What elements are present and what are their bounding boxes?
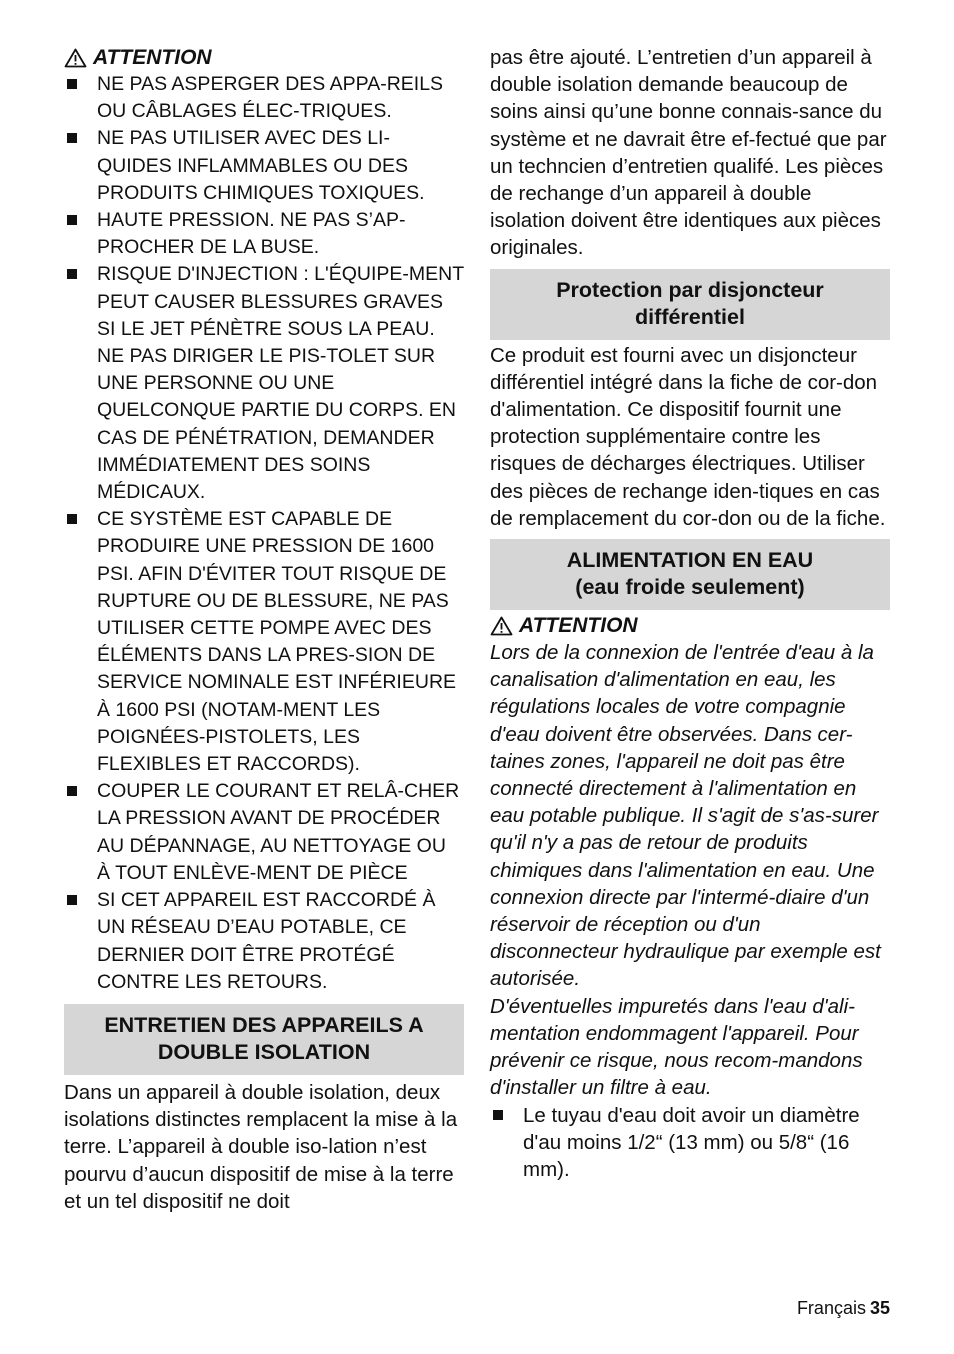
square-bullet-icon	[67, 215, 77, 225]
section-heading-gfci: Protection par disjoncteur différentiel	[490, 269, 890, 340]
footer-language: Français	[796, 1298, 866, 1318]
list-item: COUPER LE COURANT ET RELÂ-CHER LA PRESSION AVANT DE PROCÉDER AU DÉPANNAGE, AU NETTOYAGE OU À TOUT ENLÈVE-MENT DE PIÈCE	[64, 778, 464, 887]
page-footer	[797, 1296, 890, 1320]
attention-paragraph: Lors de la connexion de l'entrée d'eau à la canalisation d'alimentation en eau, les régulations locales de votre compagnie d'eau doivent être observées. Dans cer-taines zones, l'appareil ne doit pas être connecté directement à l'alimentation en eau potable publique. Il s'agit de s'as-surer qu'il n'y a pas de retour de produits chimiques dans l'alimentation en eau. Une connexion directe par l'intermé-diaire d'un réservoir de réception ou d'un disconnecteur hydraulique par exemple est autorisée.	[490, 641, 881, 991]
list-item: RISQUE D'INJECTION : L'ÉQUIPE-MENT PEUT CAUSER BLESSURES GRAVES SI LE JET PÉNÈTRE SOUS LA PEAU. NE PAS DIRIGER LE PIS-TOLET SUR UNE PERSONNE OU UNE QUELCONQUE PARTIE DU CORPS. EN CAS DE PÉNÉTRATION, DEMANDER IMMÉDIATEMENT DES SOINS MÉDICAUX.	[64, 261, 464, 506]
left-column	[64, 44, 464, 1215]
attention-label: ATTENTION	[519, 614, 638, 638]
attention-heading	[490, 612, 890, 639]
warning-list	[64, 71, 464, 996]
warning-triangle-icon	[490, 616, 513, 636]
gfci-text: Ce produit est fourni avec un disjoncteur différentiel intégré dans la fiche de cor-don d'alimentation. Ce dispositif fournit une protection supplémentaire contre les risques de décharges électriques. Utiliser des pièces de rechange iden-tiques en cas de remplacement du cor-don ou de la fiche.	[490, 343, 886, 530]
double-isolation-continued-text: pas être ajouté. L’entretien d’un appareil à double isolation demande beaucoup de soins ainsi qu’une bonne connais-sance du système et ne davrait être ef-fectué que par un techncien d’entretien qualifé. Les pièces de rechange d’un appareil à double isolation doivent être identiques aux pièces originales.	[490, 46, 887, 260]
attention-paragraph: D'éventuelles impuretés dans l'eau d'ali-mentation endommagent l'appareil. Pour prévenir ce risque, nous recom-mandons d'installer un filtre à eau.	[490, 994, 863, 1100]
warning-triangle-icon	[64, 48, 87, 68]
square-bullet-icon	[67, 79, 77, 89]
square-bullet-icon	[67, 514, 77, 524]
double-isolation-text: Dans un appareil à double isolation, deux isolations distinctes remplacent la mise à la terre. L’appareil à double iso-lation n’est pourvu d’aucun dispositif de mise à la terre et un tel dispositif ne doit	[64, 1080, 458, 1213]
water-hose-list	[490, 1102, 890, 1184]
attention-label: ATTENTION	[93, 46, 212, 69]
square-bullet-icon	[493, 1110, 503, 1120]
square-bullet-icon	[67, 133, 77, 143]
list-item: NE PAS ASPERGER DES APPA-REILS OU CÂBLAGES ÉLEC-TRIQUES.	[64, 71, 464, 125]
section-heading-double-isolation: ENTRETIEN DES APPAREILS A DOUBLE ISOLATION	[64, 1004, 464, 1075]
list-item: SI CET APPAREIL EST RACCORDÉ À UN RÉSEAU D’EAU POTABLE, CE DERNIER DOIT ÊTRE PROTÉGÉ CONTRE LES RETOURS.	[64, 887, 464, 996]
list-item: NE PAS UTILISER AVEC DES LI-QUIDES INFLAMMABLES OU DES PRODUITS CHIMIQUES TOXIQUES.	[64, 125, 464, 207]
square-bullet-icon	[67, 269, 77, 279]
list-item: Le tuyau d'eau doit avoir un diamètre d'au moins 1/2“ (13 mm) ou 5/8“ (16 mm).	[490, 1102, 890, 1184]
page-number: 35	[869, 1298, 890, 1318]
square-bullet-icon	[67, 895, 77, 905]
section-heading-water-supply: ALIMENTATION EN EAU (eau froide seulement)	[490, 539, 890, 610]
attention-heading	[64, 44, 464, 71]
square-bullet-icon	[67, 786, 77, 796]
right-column	[490, 44, 890, 1183]
list-item: CE SYSTÈME EST CAPABLE DE PRODUIRE UNE PRESSION DE 1600 PSI. AFIN D'ÉVITER TOUT RISQUE DE RUPTURE OU DE BLESSURE, NE PAS UTILISER CETTE POMPE AVEC DES ÉLÉMENTS DANS LA PRES-SION DE SERVICE NOMINALE EST INFÉRIEURE À 1600 PSI (NOTAM-MENT LES POIGNÉES-PISTOLETS, LES FLEXIBLES ET RACCORDS).	[64, 506, 464, 778]
list-item: HAUTE PRESSION. NE PAS S’AP-PROCHER DE LA BUSE.	[64, 207, 464, 261]
